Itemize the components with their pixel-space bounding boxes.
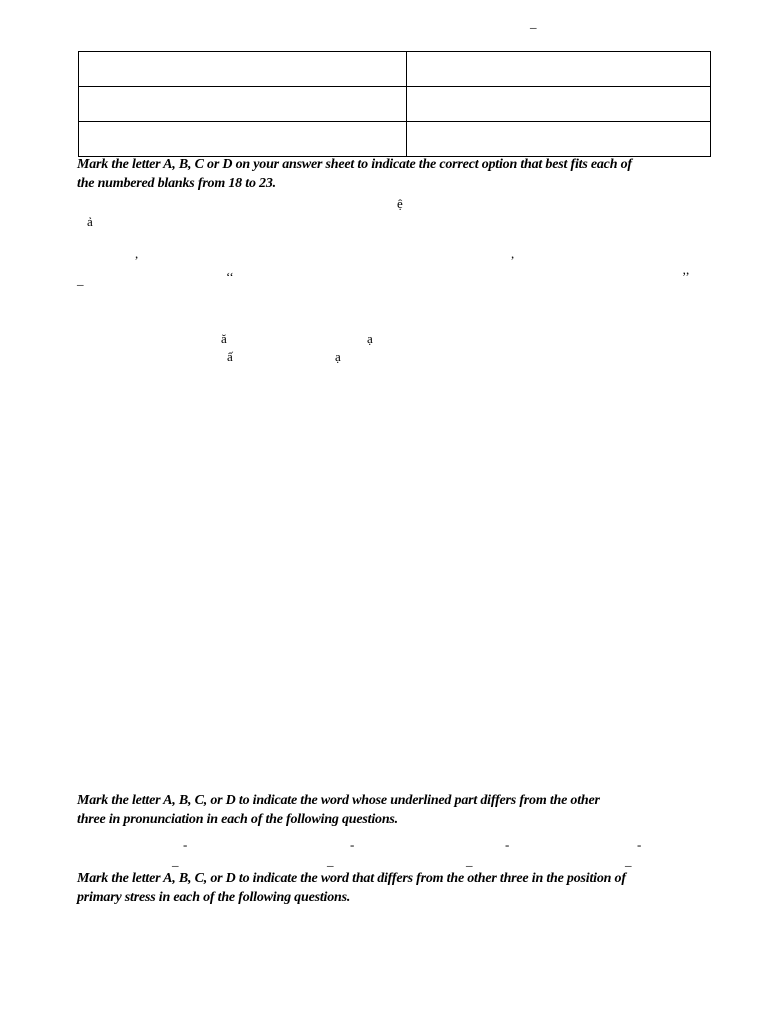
stray-glyph: ă xyxy=(221,331,227,346)
header-mark: _ xyxy=(530,15,537,30)
stray-glyph: _ xyxy=(77,272,84,287)
pronunciation-instruction-line-2: three in pronunciation in each of the following questions. xyxy=(77,812,398,827)
reading-instruction-line-2: the numbered blanks from 18 to 23. xyxy=(77,176,276,191)
underline-mark: _ xyxy=(172,853,179,868)
underline-mark: _ xyxy=(466,853,473,868)
table-row xyxy=(79,52,711,87)
reading-instruction-line-1: Mark the letter A, B, C or D on your answer sheet to indicate the correct option that best fits each of xyxy=(77,157,632,172)
stray-glyph: ả xyxy=(87,214,93,229)
stray-glyph: , xyxy=(511,246,515,261)
stray-glyph: ạ xyxy=(335,349,341,364)
table-row xyxy=(79,122,711,157)
underline-mark: _ xyxy=(327,853,334,868)
underline-mark: _ xyxy=(625,853,632,868)
stress-instruction-line-1: Mark the letter A, B, C, or D to indicate the word that differs from the other three in the position of xyxy=(77,871,626,886)
stray-glyph: , xyxy=(135,246,139,261)
table-cell xyxy=(79,52,407,87)
table-cell xyxy=(79,122,407,157)
answer-table xyxy=(78,51,711,157)
stray-glyph: ‘‘ xyxy=(226,269,234,284)
stray-glyph: ệ xyxy=(397,196,403,211)
table-cell xyxy=(407,87,711,122)
stray-glyph: ạ xyxy=(367,331,373,346)
underline-mark: - xyxy=(183,837,188,852)
table-cell xyxy=(407,52,711,87)
table-row xyxy=(79,87,711,122)
stray-glyph: ấ xyxy=(227,349,233,364)
table-cell xyxy=(79,87,407,122)
underline-mark: - xyxy=(505,837,510,852)
table-cell xyxy=(407,122,711,157)
stray-glyph: ’’ xyxy=(682,269,690,284)
underline-mark: - xyxy=(637,837,642,852)
underline-mark: - xyxy=(350,837,355,852)
stress-instruction-line-2: primary stress in each of the following questions. xyxy=(77,890,351,905)
pronunciation-instruction-line-1: Mark the letter A, B, C, or D to indicate the word whose underlined part differs from the other xyxy=(77,793,600,808)
